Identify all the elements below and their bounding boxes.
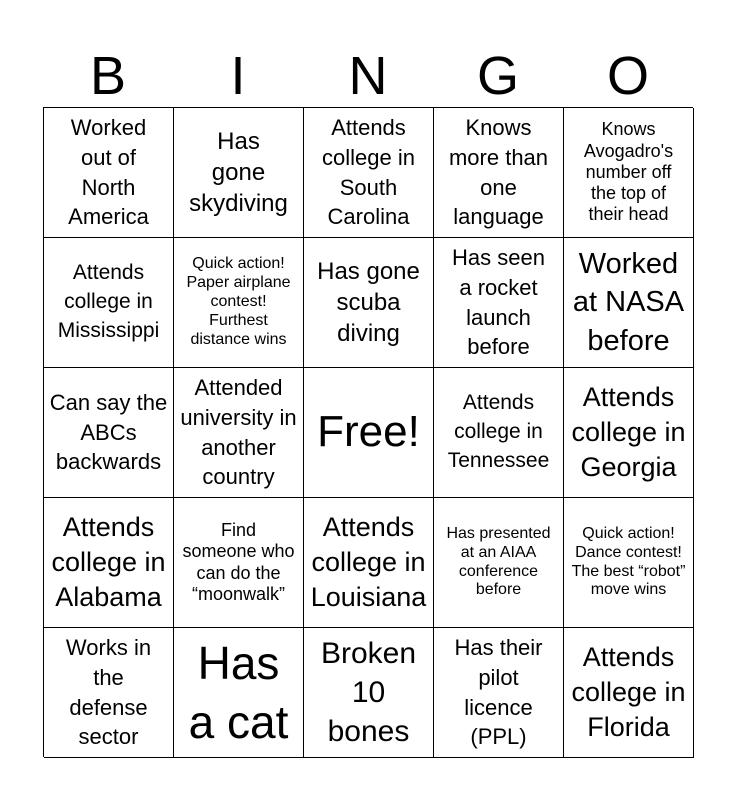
bingo-cell[interactable]: Has their pilot licence (PPL) bbox=[434, 628, 564, 758]
bingo-cell[interactable]: Attends college in Florida bbox=[564, 628, 694, 758]
bingo-cell[interactable]: Knows Avogadro's number off the top of their head bbox=[564, 108, 694, 238]
bingo-cell[interactable]: Has gone scuba diving bbox=[304, 238, 434, 368]
bingo-cell[interactable]: Worked at NASA before bbox=[564, 238, 694, 368]
bingo-cell[interactable]: Works in the defense sector bbox=[44, 628, 174, 758]
bingo-cell[interactable]: Attended university in another country bbox=[174, 368, 304, 498]
bingo-cell[interactable]: Quick action! Paper airplane contest! Furthest distance wins bbox=[174, 238, 304, 368]
bingo-cell[interactable]: Has gone skydiving bbox=[174, 108, 304, 238]
bingo-cell[interactable]: Has presented at an AIAA conference before bbox=[434, 498, 564, 628]
bingo-cell[interactable]: Has seen a rocket launch before bbox=[434, 238, 564, 368]
bingo-cell[interactable]: Find someone who can do the “moonwalk” bbox=[174, 498, 304, 628]
bingo-cell[interactable]: Knows more than one language bbox=[434, 108, 564, 238]
bingo-cell[interactable]: Worked out of North America bbox=[44, 108, 174, 238]
bingo-header bbox=[43, 46, 693, 106]
bingo-cell[interactable]: Broken 10 bones bbox=[304, 628, 434, 758]
header-letter-b: B bbox=[89, 46, 127, 106]
header-letter-n: N bbox=[348, 46, 388, 106]
bingo-cell[interactable]: Attends college in Louisiana bbox=[304, 498, 434, 628]
bingo-cell[interactable]: Attends college in South Carolina bbox=[304, 108, 434, 238]
bingo-cell[interactable]: Quick action! Dance contest! The best “robot” move wins bbox=[564, 498, 694, 628]
header-letter-i: I bbox=[230, 46, 246, 106]
bingo-cell[interactable]: Has a cat bbox=[174, 628, 304, 758]
bingo-cell[interactable]: Attends college in Tennessee bbox=[434, 368, 564, 498]
header-letter-g: G bbox=[476, 46, 519, 106]
bingo-board bbox=[43, 107, 693, 757]
bingo-cell[interactable]: Can say the ABCs backwards bbox=[44, 368, 174, 498]
bingo-cell[interactable]: Attends college in Georgia bbox=[564, 368, 694, 498]
header-letter-o: O bbox=[606, 46, 649, 106]
bingo-cell[interactable]: Attends college in Mississippi bbox=[44, 238, 174, 368]
free-space[interactable]: Free! bbox=[304, 368, 434, 498]
bingo-cell[interactable]: Attends college in Alabama bbox=[44, 498, 174, 628]
